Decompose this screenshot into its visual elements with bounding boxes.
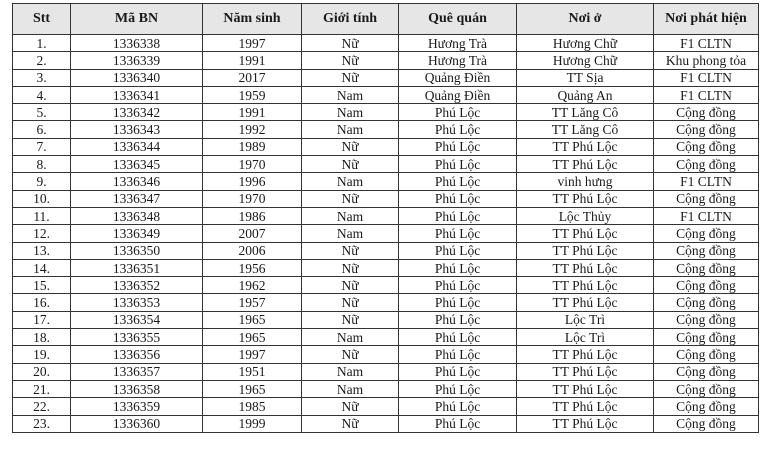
cell-residence: TT Phú Lộc [517,156,654,173]
header-stt: Stt [13,4,71,35]
cell-detection-place: Cộng đồng [654,225,759,242]
cell-detection-place: F1 CLTN [654,207,759,224]
cell-birth-year: 1991 [203,104,302,121]
cell-hometown: Hương Trà [399,52,517,69]
table-row [13,259,759,276]
cell-stt: 23. [13,415,71,432]
cell-birth-year: 1965 [203,329,302,346]
cell-detection-place: Cộng đồng [654,415,759,432]
cell-hometown: Phú Lộc [399,363,517,380]
cell-stt: 9. [13,173,71,190]
cell-hometown: Phú Lộc [399,121,517,138]
cell-birth-year: 1965 [203,311,302,328]
cell-detection-place: Cộng đồng [654,346,759,363]
cell-hometown: Phú Lộc [399,104,517,121]
cell-gender: Nữ [302,311,399,328]
cell-patient-code: 1336353 [71,294,203,311]
cell-stt: 3. [13,69,71,86]
cell-detection-place: Cộng đồng [654,277,759,294]
cell-residence: TT Phú Lộc [517,398,654,415]
header-patient-code: Mã BN [71,4,203,35]
cell-gender: Nữ [302,52,399,69]
cell-birth-year: 1965 [203,380,302,397]
header-residence: Nơi ở [517,4,654,35]
cell-detection-place: Cộng đồng [654,329,759,346]
cell-stt: 21. [13,380,71,397]
cell-patient-code: 1336345 [71,156,203,173]
cell-residence: TT Phú Lộc [517,346,654,363]
cell-birth-year: 1989 [203,138,302,155]
cell-detection-place: Cộng đồng [654,190,759,207]
cell-gender: Nam [302,86,399,103]
table-row [13,156,759,173]
cell-stt: 7. [13,138,71,155]
cell-gender: Nữ [302,398,399,415]
cell-birth-year: 1985 [203,398,302,415]
cell-hometown: Phú Lộc [399,173,517,190]
table-row [13,398,759,415]
cell-detection-place: Cộng đồng [654,242,759,259]
cell-patient-code: 1336341 [71,86,203,103]
cell-birth-year: 1956 [203,259,302,276]
header-hometown: Quê quán [399,4,517,35]
cell-residence: TT Phú Lộc [517,380,654,397]
cell-hometown: Phú Lộc [399,329,517,346]
cell-birth-year: 1970 [203,190,302,207]
cell-residence: TT Phú Lộc [517,277,654,294]
cell-residence: TT Phú Lộc [517,259,654,276]
cell-stt: 8. [13,156,71,173]
cell-stt: 13. [13,242,71,259]
cell-hometown: Phú Lộc [399,259,517,276]
table-row [13,415,759,432]
cell-hometown: Phú Lộc [399,277,517,294]
cell-residence: Lộc Trì [517,329,654,346]
cell-patient-code: 1336338 [71,35,203,52]
cell-stt: 15. [13,277,71,294]
cell-detection-place: F1 CLTN [654,173,759,190]
cell-residence: TT Phú Lộc [517,242,654,259]
cell-birth-year: 2017 [203,69,302,86]
cell-stt: 10. [13,190,71,207]
cell-detection-place: Cộng đồng [654,398,759,415]
table-row [13,207,759,224]
cell-patient-code: 1336342 [71,104,203,121]
cell-residence: TT Phú Lộc [517,190,654,207]
cell-residence: TT Lăng Cô [517,104,654,121]
cell-patient-code: 1336344 [71,138,203,155]
table-row [13,242,759,259]
table-row [13,225,759,242]
cell-stt: 18. [13,329,71,346]
cell-stt: 11. [13,207,71,224]
cell-residence: TT Sịa [517,69,654,86]
cell-patient-code: 1336352 [71,277,203,294]
cell-residence: TT Lăng Cô [517,121,654,138]
table-row [13,311,759,328]
cell-stt: 19. [13,346,71,363]
cell-patient-code: 1336357 [71,363,203,380]
cell-hometown: Phú Lộc [399,207,517,224]
cell-gender: Nam [302,363,399,380]
cell-stt: 14. [13,259,71,276]
cell-detection-place: Cộng đồng [654,121,759,138]
cell-gender: Nữ [302,259,399,276]
cell-detection-place: Cộng đồng [654,380,759,397]
cell-hometown: Phú Lộc [399,225,517,242]
cell-hometown: Phú Lộc [399,156,517,173]
cell-hometown: Phú Lộc [399,415,517,432]
cell-patient-code: 1336356 [71,346,203,363]
cell-birth-year: 1997 [203,346,302,363]
cell-residence: TT Phú Lộc [517,415,654,432]
table-row [13,380,759,397]
cell-detection-place: Cộng đồng [654,363,759,380]
table-header-row [13,4,759,35]
cell-stt: 16. [13,294,71,311]
cell-gender: Nữ [302,138,399,155]
cell-patient-code: 1336351 [71,259,203,276]
cell-birth-year: 1959 [203,86,302,103]
cell-birth-year: 1997 [203,35,302,52]
cell-residence: TT Phú Lộc [517,363,654,380]
cell-gender: Nữ [302,415,399,432]
table-row [13,104,759,121]
cell-gender: Nam [302,121,399,138]
cell-gender: Nữ [302,242,399,259]
cell-birth-year: 1986 [203,207,302,224]
cell-patient-code: 1336343 [71,121,203,138]
cell-birth-year: 2007 [203,225,302,242]
cell-stt: 2. [13,52,71,69]
cell-hometown: Phú Lộc [399,138,517,155]
table-row [13,190,759,207]
header-birth-year: Năm sinh [203,4,302,35]
cell-stt: 4. [13,86,71,103]
cell-hometown: Quảng Điền [399,69,517,86]
cell-hometown: Phú Lộc [399,346,517,363]
cell-birth-year: 1962 [203,277,302,294]
cell-gender: Nữ [302,277,399,294]
cell-detection-place: Cộng đồng [654,138,759,155]
table-row [13,35,759,52]
cell-gender: Nữ [302,190,399,207]
cell-hometown: Phú Lộc [399,380,517,397]
cell-patient-code: 1336348 [71,207,203,224]
table-row [13,138,759,155]
cell-patient-code: 1336347 [71,190,203,207]
table-body [13,35,759,433]
cell-residence: Hương Chữ [517,35,654,52]
cell-residence: TT Phú Lộc [517,138,654,155]
cell-patient-code: 1336350 [71,242,203,259]
table-row [13,69,759,86]
cell-gender: Nữ [302,294,399,311]
cell-detection-place: Cộng đồng [654,311,759,328]
cell-birth-year: 2006 [203,242,302,259]
cell-stt: 12. [13,225,71,242]
cell-gender: Nam [302,380,399,397]
cell-hometown: Phú Lộc [399,242,517,259]
cell-birth-year: 1951 [203,363,302,380]
cell-patient-code: 1336354 [71,311,203,328]
cell-detection-place: F1 CLTN [654,69,759,86]
cell-detection-place: F1 CLTN [654,35,759,52]
cell-hometown: Phú Lộc [399,294,517,311]
cell-patient-code: 1336349 [71,225,203,242]
cell-detection-place: Khu phong tỏa [654,52,759,69]
cell-stt: 5. [13,104,71,121]
cell-hometown: Phú Lộc [399,398,517,415]
cell-hometown: Hương Trà [399,35,517,52]
cell-detection-place: F1 CLTN [654,86,759,103]
cell-patient-code: 1336346 [71,173,203,190]
cell-gender: Nam [302,329,399,346]
cell-patient-code: 1336358 [71,380,203,397]
table-row [13,86,759,103]
table-row [13,329,759,346]
table-row [13,294,759,311]
cell-birth-year: 1999 [203,415,302,432]
cell-gender: Nam [302,207,399,224]
table-row [13,173,759,190]
cell-residence: Hương Chữ [517,52,654,69]
cell-hometown: Quảng Điền [399,86,517,103]
header-detection-place: Nơi phát hiện [654,4,759,35]
table-row [13,277,759,294]
cell-gender: Nữ [302,69,399,86]
cell-gender: Nam [302,173,399,190]
cell-detection-place: Cộng đồng [654,259,759,276]
cell-gender: Nam [302,104,399,121]
cell-patient-code: 1336355 [71,329,203,346]
cell-stt: 20. [13,363,71,380]
table-row [13,52,759,69]
cell-patient-code: 1336360 [71,415,203,432]
cell-detection-place: Cộng đồng [654,104,759,121]
table-row [13,363,759,380]
cell-residence: vinh hưng [517,173,654,190]
cell-gender: Nữ [302,35,399,52]
cell-gender: Nữ [302,346,399,363]
cell-residence: TT Phú Lộc [517,294,654,311]
table-row [13,121,759,138]
cell-residence: Lộc Trì [517,311,654,328]
cell-birth-year: 1991 [203,52,302,69]
cell-birth-year: 1992 [203,121,302,138]
cell-stt: 22. [13,398,71,415]
cell-birth-year: 1996 [203,173,302,190]
cell-residence: Lộc Thủy [517,207,654,224]
header-gender: Giới tính [302,4,399,35]
cell-detection-place: Cộng đồng [654,294,759,311]
cell-residence: TT Phú Lộc [517,225,654,242]
cell-patient-code: 1336340 [71,69,203,86]
cell-residence: Quảng An [517,86,654,103]
cell-stt: 6. [13,121,71,138]
patient-table [12,3,759,433]
cell-gender: Nữ [302,156,399,173]
cell-birth-year: 1957 [203,294,302,311]
cell-hometown: Phú Lộc [399,311,517,328]
cell-gender: Nam [302,225,399,242]
cell-hometown: Phú Lộc [399,190,517,207]
cell-patient-code: 1336359 [71,398,203,415]
cell-birth-year: 1970 [203,156,302,173]
cell-detection-place: Cộng đồng [654,156,759,173]
cell-patient-code: 1336339 [71,52,203,69]
cell-stt: 1. [13,35,71,52]
table-row [13,346,759,363]
cell-stt: 17. [13,311,71,328]
